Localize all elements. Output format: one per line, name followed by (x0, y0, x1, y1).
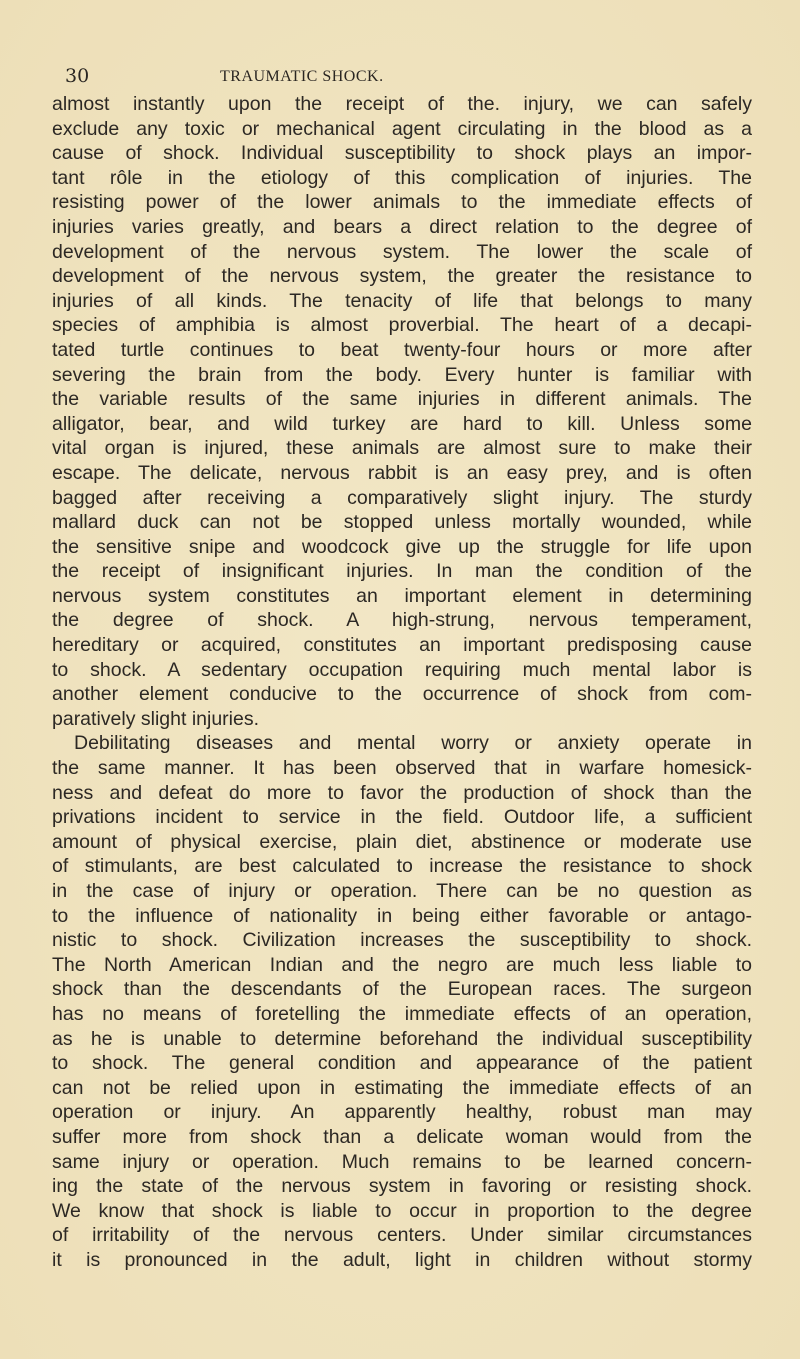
text-line: nistic to shock. Civilization increases the susceptibility to shock. (52, 929, 752, 952)
text-line: mallard duck can not be stopped unless mortally wounded, while (52, 511, 752, 534)
text-line: can not be relied upon in estimating the immediate effects of an (52, 1076, 752, 1099)
text-line: shock than the descendants of the European races. The surgeon (52, 978, 752, 1001)
text-line: of stimulants, are best calculated to increase the resistance to shock (52, 855, 752, 878)
text-line: the variable results of the same injuries in different animals. The (52, 388, 752, 411)
text-line: has no means of foretelling the immediate effects of an operation, (52, 1002, 752, 1025)
text-line: development of the nervous system, the greater the resistance to (52, 265, 752, 288)
text-line: same injury or operation. Much remains to be learned concern- (52, 1150, 752, 1173)
text-line: another element conducive to the occurrence of shock from com- (52, 683, 752, 706)
text-line: operation or injury. An apparently healthy, robust man may (52, 1101, 752, 1124)
text-line: almost instantly upon the receipt of the. injury, we can safely (52, 93, 752, 115)
text-line: to shock. The general condition and appearance of the patient (52, 1052, 752, 1075)
text-line: of irritability of the nervous centers. Under similar circumstances (52, 1224, 752, 1247)
text-line: vital organ is injured, these animals are almost sure to make their (52, 437, 752, 460)
text-line: the degree of shock. A high-strung, nervous temperament, (52, 609, 752, 632)
running-title: TRAUMATIC SHOCK. (220, 68, 384, 85)
text-line: injuries of all kinds. The tenacity of life that belongs to many (52, 289, 752, 312)
text-line: the receipt of insignificant injuries. In man the condition of the (52, 560, 752, 583)
text-line: in the case of injury or operation. There can be no question as (52, 880, 752, 902)
text-line: tated turtle continues to beat twenty-four hours or more after (52, 338, 752, 361)
text-line: suffer more from shock than a delicate woman would from the (52, 1125, 752, 1148)
text-line: privations incident to service in the field. Outdoor life, a sufficient (52, 806, 752, 829)
text-line: We know that shock is liable to occur in proportion to the degree (52, 1199, 752, 1222)
text-line: ness and defeat do more to favor the production of shock than the (52, 781, 752, 804)
text-line: injuries varies greatly, and bears a direct relation to the degree of (52, 215, 752, 238)
text-line: escape. The delicate, nervous rabbit is an easy prey, and is often (52, 461, 752, 484)
text-line: exclude any toxic or mechanical agent circulating in the blood as a (52, 117, 752, 140)
text-line: Debilitating diseases and mental worry or anxiety operate in (74, 732, 752, 755)
text-line: to the influence of nationality in being either favorable or antago- (52, 904, 752, 927)
body-text (52, 92, 752, 1273)
text-line: The North American Indian and the negro are much less liable to (52, 953, 752, 976)
text-line: severing the brain from the body. Every hunter is familiar with (52, 363, 752, 386)
text-line: hereditary or acquired, constitutes an important predisposing cause (52, 634, 752, 657)
text-line: as he is unable to determine beforehand the individual susceptibility (52, 1027, 752, 1050)
text-line: tant rôle in the etiology of this complication of injuries. The (52, 166, 752, 189)
paragraph (52, 92, 752, 731)
text-line: it is pronounced in the adult, light in children without stormy (52, 1248, 752, 1271)
text-line: species of amphibia is almost proverbial. The heart of a decapi- (52, 314, 752, 337)
page-number: 30 (65, 65, 90, 87)
text-line: ing the state of the nervous system in favoring or resisting shock. (52, 1175, 752, 1198)
text-line: to shock. A sedentary occupation requiring much mental labor is (52, 658, 752, 681)
text-line: the sensitive snipe and woodcock give up the struggle for life upon (52, 535, 752, 558)
text-line: the same manner. It has been observed that in warfare homesick- (52, 757, 752, 780)
text-line: alligator, bear, and wild turkey are hard to kill. Unless some (52, 412, 752, 435)
text-line: amount of physical exercise, plain diet, abstinence or moderate use (52, 830, 752, 853)
text-line: bagged after receiving a comparatively slight injury. The sturdy (52, 486, 752, 509)
text-line: cause of shock. Individual susceptibility to shock plays an impor- (52, 142, 752, 165)
paragraph (52, 731, 752, 1272)
text-line: development of the nervous system. The lower the scale of (52, 240, 752, 263)
text-line: nervous system constitutes an important element in determining (52, 584, 752, 607)
text-line: paratively slight injuries. (52, 707, 260, 730)
text-line: resisting power of the lower animals to the immediate effects of (52, 191, 752, 214)
